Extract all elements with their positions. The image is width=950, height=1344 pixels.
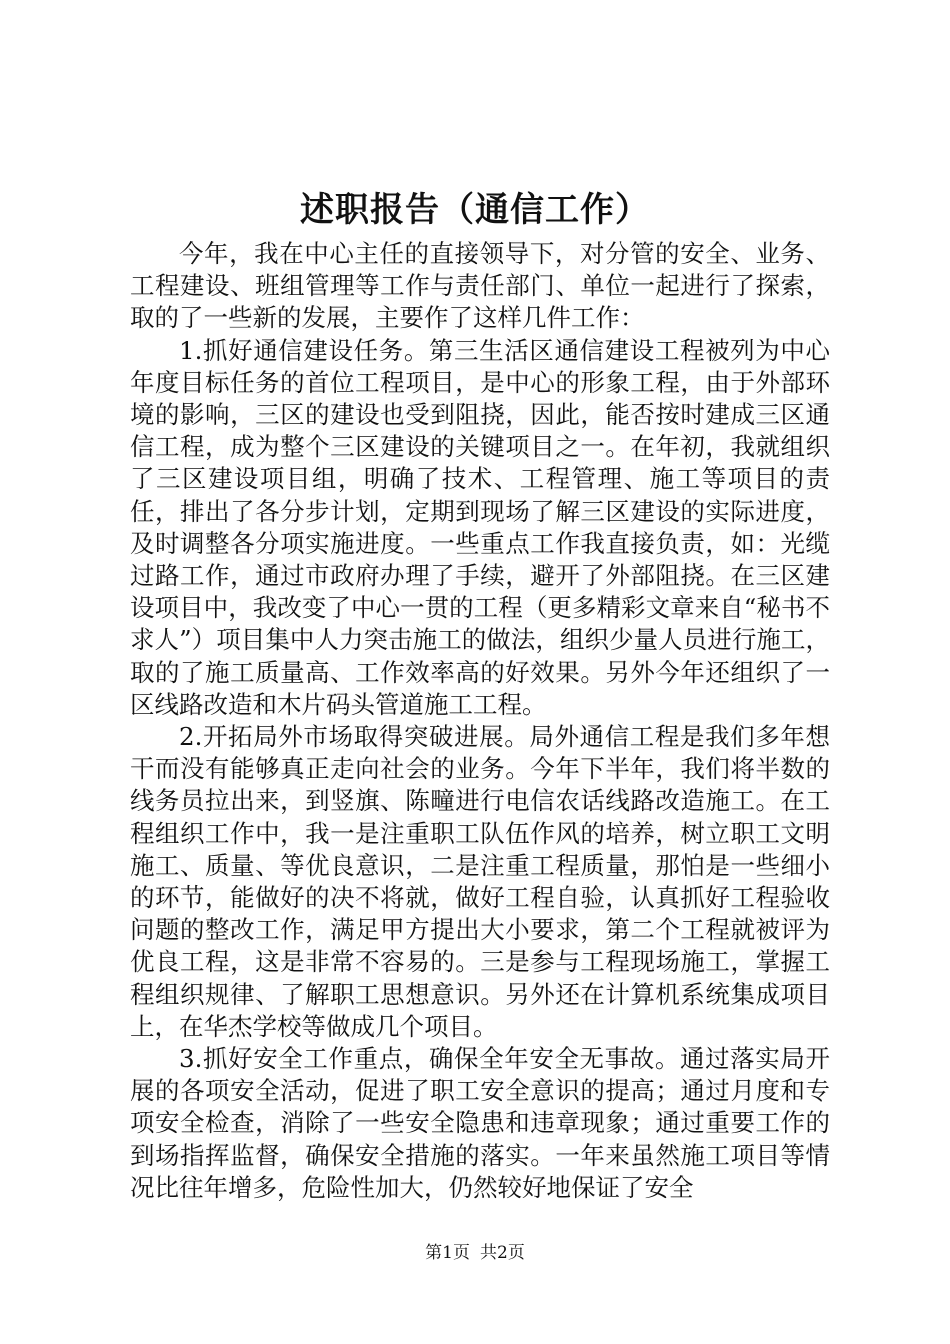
page-number: 第1页	[425, 1243, 470, 1263]
paragraph-intro: 今年，我在中心主任的直接领导下，对分管的安全、业务、工程建设、班组管理等工作与责任部门、单位一起进行了探索，取的了一些新的发展，主要作了这样几件工作：	[130, 239, 830, 333]
document-title: 述职报告（通信工作）	[300, 190, 650, 230]
paragraph-item-3: 3.抓好安全工作重点，确保全年安全无事故。通过落实局开展的各项安全活动，促进了职工安全意识的提高；通过月度和专项安全检查，消除了一些安全隐患和违章现象；通过重要工作的到场指挥监督，确保安全措施的落实。一年来虽然施工项目等情况比往年增多，危险性加大，仍然较好地保证了安全	[130, 1044, 830, 1202]
page-total: 共2页	[480, 1243, 525, 1263]
document-body	[130, 238, 830, 1204]
paragraph-item-1: 1.抓好通信建设任务。第三生活区通信建设工程被列为中心年度目标任务的首位工程项目，是中心的形象工程，由于外部环境的影响，三区的建设也受到阻挠，因此，能否按时建成三区通信工程，成为整个三区建设的关键项目之一。在年初，我就组织了三区建设项目组，明确了技术、工程管理、施工等项目的责任，排出了各分步计划，定期到现场了解三区建设的实际进度，及时调整各分项实施进度。一些重点工作我直接负责，如：光缆过路工作，通过市政府办理了手续，避开了外部阻挠。在三区建设项目中，我改变了中心一贯的工程（更多精彩文章来自“秘书不求人”）项目集中人力突击施工的做法，组织少量人员进行施工，取的了施工质量高、工作效率高的好效果。另外今年还组织了一区线路改造和木片码头管道施工工程。	[130, 335, 830, 719]
paragraph-item-2: 2.开拓局外市场取得突破进展。局外通信工程是我们多年想干而没有能够真正走向社会的业务。今年下半年，我们将半数的线务员拉出来，到竖旗、陈疃进行电信农话线路改造施工。在工程组织工作中，我一是注重职工队伍作风的培养，树立职工文明施工、质量、等优良意识，二是注重工程质量，那怕是一些细小的环节，能做好的决不将就，做好工程自验，认真抓好工程验收问题的整改工作，满足甲方提出大小要求，第二个工程就被评为优良工程，这是非常不容易的。三是参与工程现场施工，掌握工程组织规律、了解职工思想意识。另外还在计算机系统集成项目上，在华杰学校等做成几个项目。	[130, 722, 830, 1041]
page-footer	[0, 1238, 950, 1268]
